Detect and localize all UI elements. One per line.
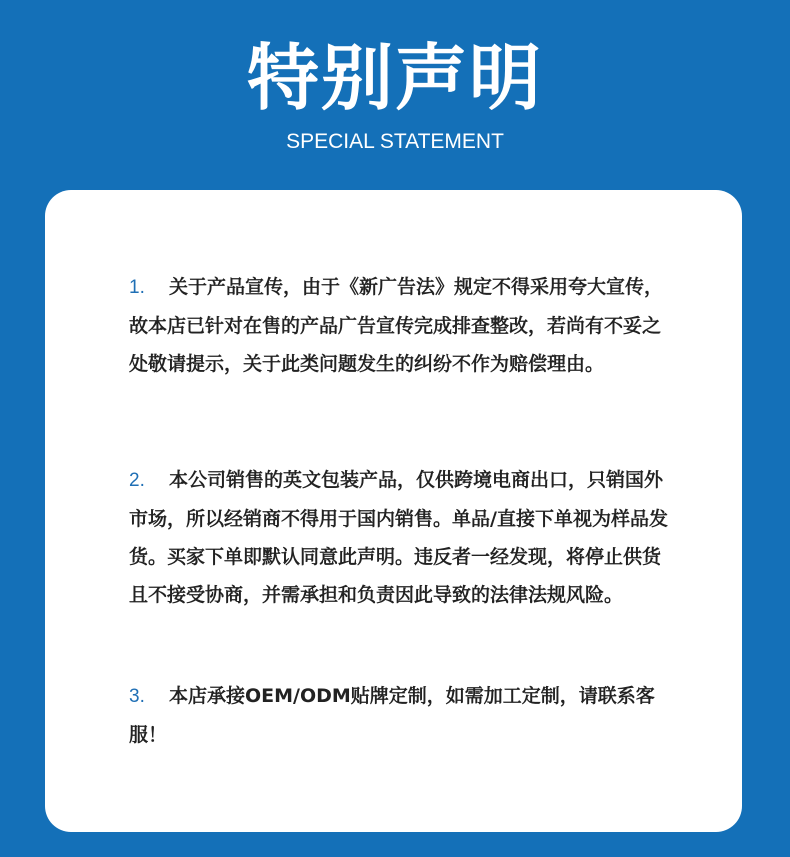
statement-number: 2. [129,470,145,491]
statement-item-2 [129,461,669,614]
statement-text: 本公司销售的英文包装产品，仅供跨境电商出口，只销国外市场，所以经销商不得用于国内销售。单品/直接下单视为样品发货。买家下单即默认同意此声明。违反者一经发现，将停止供货且不接受协商，并需承担和负责因此导致的法律法规风险。 [129,469,668,606]
statement-card [45,190,742,832]
statement-number: 3. [129,686,145,707]
statement-item-1 [129,268,669,383]
statement-number: 1. [129,277,145,298]
statement-text: 关于产品宣传，由于《新广告法》规定不得采用夸大宣传，故本店已针对在售的产品广告宣传完成排查整改，若尚有不妥之处敬请提示，关于此类问题发生的纠纷不作为赔偿理由。 [129,276,664,375]
statement-text: 本店承接OEM/ODM贴牌定制，如需加工定制，请联系客服！ [129,685,655,746]
page-title: 特别声明 [246,36,543,120]
page-subtitle: SPECIAL STATEMENT [286,130,504,153]
statement-item-3 [129,677,669,754]
